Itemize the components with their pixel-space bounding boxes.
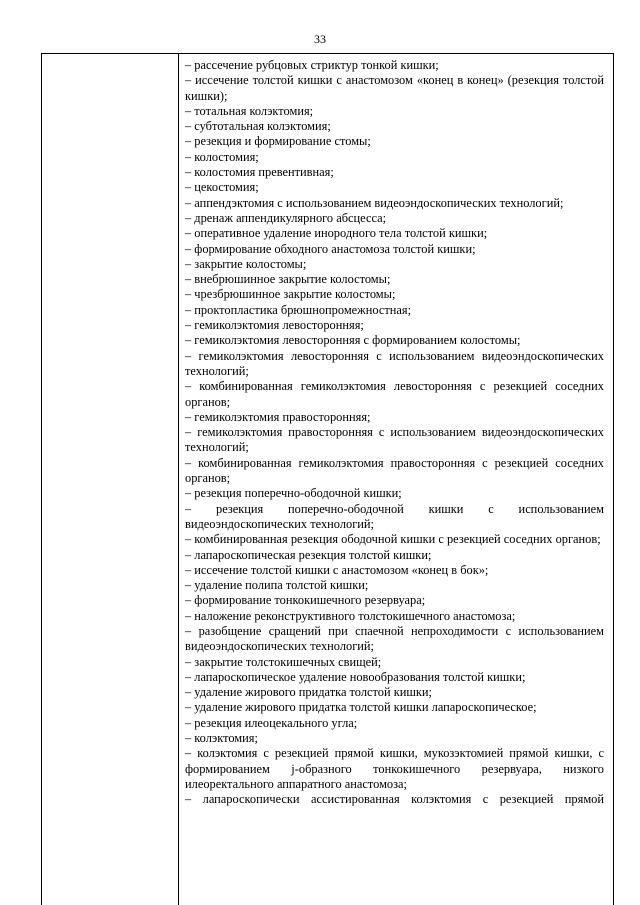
list-item: – колостомия; (185, 149, 259, 164)
list-item: – дренаж аппендикулярного абсцесса; (185, 210, 387, 225)
list-item: – колостомия превентивная; (185, 165, 334, 180)
list-item: – разобщение сращений при спаечной непроходимости с использованием видеоэндоскопических технологий; (185, 623, 604, 654)
list-item: – лапароскопическая резекция толстой кишки; (185, 547, 432, 562)
list-item: – комбинированная гемиколэктомия левосторонняя с резекцией соседних органов; (185, 379, 604, 409)
list-item: – гемиколэктомия левосторонняя с использованием видеоэндоскопических технологий; (185, 348, 604, 378)
list-item: – проктопластика брюшнопромежностная; (185, 302, 412, 317)
list-item: – наложение реконструктивного толстокишечного анастомоза; (185, 608, 516, 623)
procedures-table (41, 53, 614, 905)
list-item: – удаление жирового придатка толстой кишки; (185, 685, 432, 700)
list-item: – резекция и формирование стомы; (185, 134, 371, 149)
list-item: – оперативное удаление инородного тела толстой кишки; (185, 226, 488, 241)
list-item: – удаление жирового придатка толстой кишки лапароскопическое; (185, 700, 537, 715)
list-item: – аппендэктомия с использованием видеоэндоскопических технологий; (185, 195, 564, 210)
list-item: – рассечение рубцовых стриктур тонкой кишки; (185, 58, 439, 72)
list-item: – лапароскопическое удаление новообразования толстой кишки; (185, 669, 526, 684)
procedures-column (179, 54, 613, 905)
list-item: – гемиколэктомия правосторонняя с использованием видеоэндоскопических технологий; (185, 425, 604, 455)
list-item: – цекостомия; (185, 180, 259, 195)
page-number: 33 (314, 32, 326, 46)
list-item: – комбинированная гемиколэктомия правосторонняя с резекцией соседних органов; (185, 455, 604, 486)
empty-left-column (42, 54, 179, 905)
list-item: – чрезбрюшинное закрытие колостомы; (185, 287, 396, 302)
list-item: – закрытие толстокишечных свищей; (185, 654, 382, 669)
list-item: – комбинированная резекция ободочной кишки с резекцией соседних органов; (185, 532, 601, 547)
list-item: – формирование обходного анастомоза толстой кишки; (185, 241, 476, 256)
list-item: – резекция илеоцекального угла; (185, 715, 358, 730)
list-item: – гемиколэктомия левосторонняя; (185, 318, 364, 333)
list-item: – лапароскопически ассистированная колэктомия с резекцией прямой (185, 792, 604, 807)
list-item: – иссечение толстой кишки с анастомозом «конец в бок»; (185, 562, 489, 577)
list-item: – гемиколэктомия правосторонняя; (185, 409, 371, 424)
list-item: – внебрюшинное закрытие колостомы; (185, 272, 391, 287)
list-item: – субтотальная колэктомия; (185, 119, 331, 134)
list-item: – формирование тонкокишечного резервуара; (185, 593, 426, 608)
list-item: – тотальная колэктомия; (185, 103, 314, 118)
list-item: – колэктомия; (185, 731, 258, 746)
list-item: – резекция поперечно-ободочной кишки с использованием видеоэндоскопических технологий; (185, 501, 604, 531)
list-item: – колэктомия с резекцией прямой кишки, мукозэктомией прямой кишки, с формированием j-образного тонкокишечного резервуара, низкого илеоректального аппаратного анастомоза; (185, 746, 604, 791)
list-item: – иссечение толстой кишки с анастомозом «конец в конец» (резекция толстой кишки); (185, 73, 604, 103)
procedures-list (185, 58, 604, 808)
list-item: – закрытие колостомы; (185, 256, 307, 271)
list-item: – гемиколэктомия левосторонняя с формированием колостомы; (185, 333, 521, 348)
list-item: – удаление полипа толстой кишки; (185, 578, 369, 593)
list-item: – резекция поперечно-ободочной кишки; (185, 486, 402, 501)
